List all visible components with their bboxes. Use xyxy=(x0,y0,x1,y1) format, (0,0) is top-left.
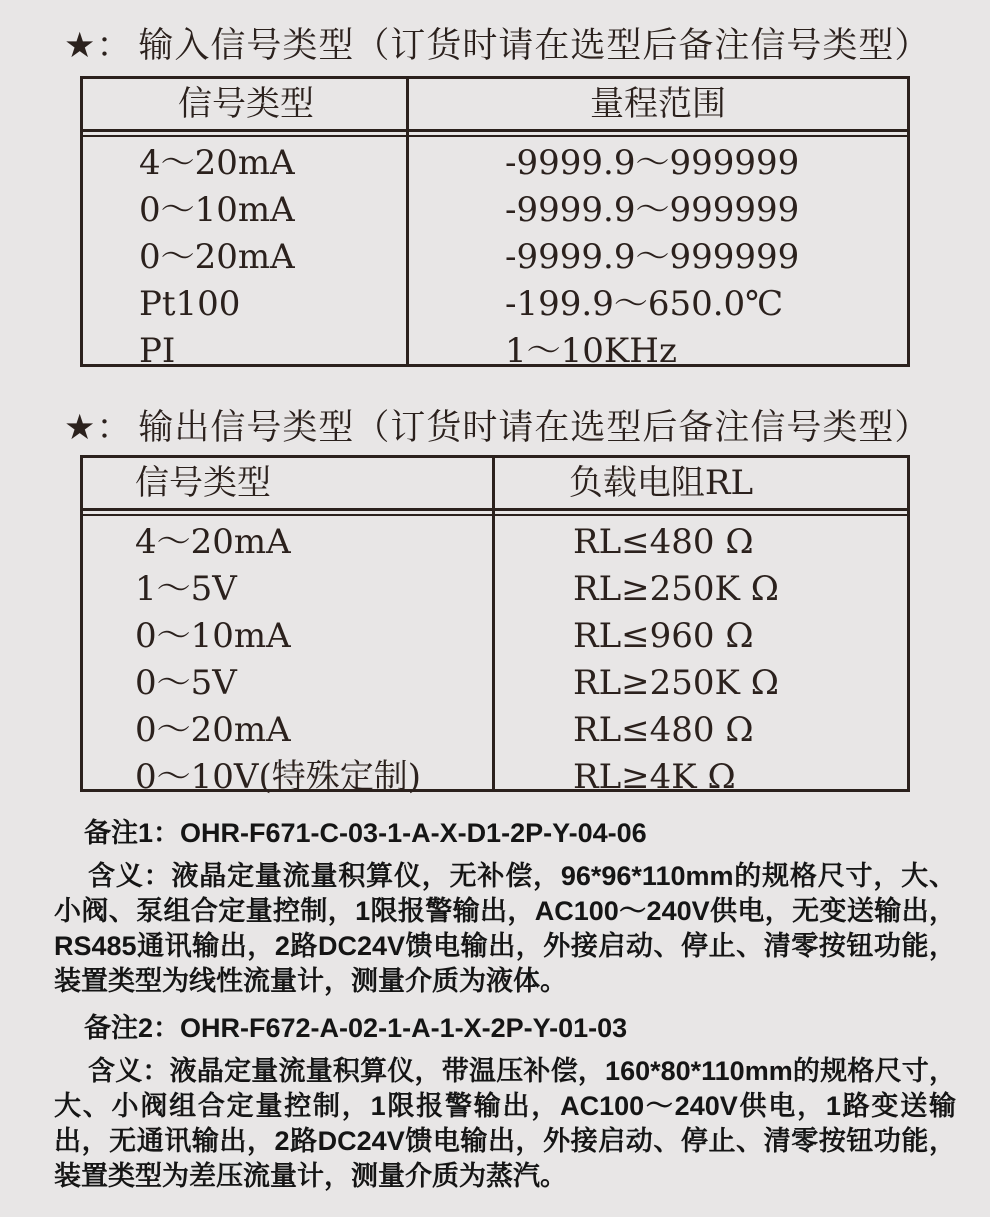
signal-type-cell: 0～10V(特殊定制) xyxy=(135,757,421,797)
signal-type-cell: 1～5V xyxy=(135,569,237,609)
table-row xyxy=(83,281,907,328)
header-double-rule xyxy=(83,135,907,137)
signal-type-cell: 0～20mA xyxy=(139,237,295,277)
note2-label: 备注2： xyxy=(84,1013,181,1043)
range-cell: 1～10KHz xyxy=(505,331,677,371)
load-resistance-cell: RL≥250K Ω xyxy=(573,663,779,703)
output-signal-table xyxy=(80,455,910,797)
signal-type-cell: 0～20mA xyxy=(135,710,291,750)
load-resistance-cell: RL≤960 Ω xyxy=(573,616,754,656)
input-signal-table xyxy=(80,76,910,371)
column-divider-line xyxy=(492,458,495,789)
table-row xyxy=(83,566,907,613)
note1-label: 备注1： xyxy=(84,818,181,848)
signal-type-cell: PI xyxy=(139,331,176,371)
input-signal-section-title xyxy=(64,18,930,68)
table-row xyxy=(83,754,907,801)
input-table-body xyxy=(83,132,907,375)
table-row xyxy=(83,660,907,707)
table-row xyxy=(83,328,907,375)
notes-section xyxy=(54,808,956,1206)
signal-type-cell: 0～5V xyxy=(135,663,237,703)
signal-type-cell: 4～20mA xyxy=(139,143,295,183)
output-table-body xyxy=(83,511,907,801)
header-double-rule xyxy=(83,514,907,516)
table-row xyxy=(83,613,907,660)
signal-type-cell: 4～20mA xyxy=(135,522,291,562)
load-resistance-cell: RL≤480 Ω xyxy=(573,522,754,562)
load-resistance-cell: RL≤480 Ω xyxy=(573,710,754,750)
note1-meaning: 含义：液晶定量流量积算仪，无补偿，96*96*110mm的规格尺寸，大、小阀、泵组合定量控制，1限报警输出，AC100～240V供电，无变送输出，RS485通讯输出，2路DC24V馈电输出，外接启动、停止、清零按钮功能，装置类型为线性流量计，测量介质为液体。 xyxy=(54,861,956,996)
note1-model-line xyxy=(54,816,956,851)
signal-type-cell: Pt100 xyxy=(139,284,241,324)
column-divider-line xyxy=(406,79,409,364)
output-signal-title-text: 输出信号类型（订货时请在选型后备注信号类型） xyxy=(138,408,931,448)
note2-model-code: OHR-F672-A-02-1-A-1-X-2P-Y-01-03 xyxy=(180,1013,628,1043)
table-row xyxy=(83,707,907,754)
range-cell: -9999.9～999999 xyxy=(505,237,800,277)
star-icon: ★： xyxy=(64,26,133,66)
output-signal-section-title xyxy=(64,400,930,450)
signal-type-header: 信号类型 xyxy=(135,463,271,503)
star-icon: ★： xyxy=(64,408,133,448)
signal-type-header: 信号类型 xyxy=(178,84,314,124)
range-header: 量程范围 xyxy=(590,84,726,124)
table-row xyxy=(83,187,907,234)
range-cell: -9999.9～999999 xyxy=(505,190,800,230)
note2-model-line xyxy=(54,1011,956,1046)
table-row xyxy=(83,519,907,566)
note1-model-code: OHR-F671-C-03-1-A-X-D1-2P-Y-04-06 xyxy=(180,818,647,848)
note2-meaning: 含义：液晶定量流量积算仪，带温压补偿，160*80*110mm的规格尺寸，大、小阀组合定量控制，1限报警输出，AC100～240V供电，1路变送输出，无通讯输出，2路DC24V馈电输出，外接启动、停止、清零按钮功能，装置类型为差压流量计，测量介质为蒸汽。 xyxy=(54,1056,956,1191)
signal-type-cell: 0～10mA xyxy=(139,190,295,230)
range-cell: -9999.9～999999 xyxy=(505,143,800,183)
input-signal-title-text: 输入信号类型（订货时请在选型后备注信号类型） xyxy=(138,26,931,66)
load-resistance-header: 负载电阻RL xyxy=(568,463,754,503)
table-row xyxy=(83,234,907,281)
load-resistance-cell: RL≥250K Ω xyxy=(573,569,779,609)
output-table-header-row xyxy=(83,458,907,511)
table-row xyxy=(83,140,907,187)
load-resistance-cell: RL≥4K Ω xyxy=(573,757,736,797)
signal-type-cell: 0～10mA xyxy=(135,616,291,656)
input-table-header-row xyxy=(83,79,907,132)
range-cell: -199.9～650.0℃ xyxy=(505,284,784,324)
